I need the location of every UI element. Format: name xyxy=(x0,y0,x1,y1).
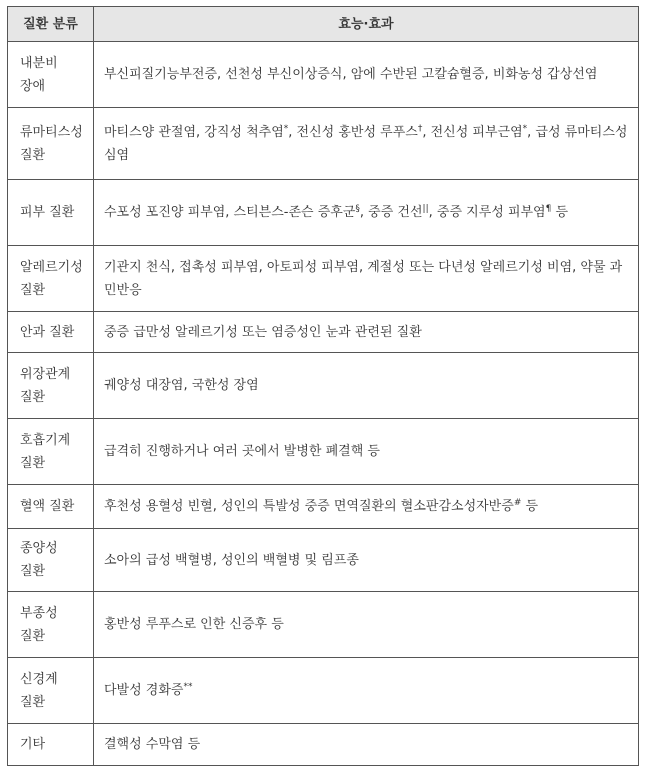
category-cell: 부종성 질환 xyxy=(8,592,94,658)
effect-cell xyxy=(94,529,639,592)
effect-text: , 급성 류마티스성 심염 xyxy=(104,124,628,163)
effect-text: 부신피질기능부전증, 선천성 부신이상증식, 암에 수반된 고칼슘혈증, 비화농성 갑상선염 xyxy=(104,67,598,82)
effect-text: 궤양성 대장염, 국한성 장염 xyxy=(104,378,259,393)
effect-cell xyxy=(94,592,639,658)
indications-table-container xyxy=(7,6,639,766)
footnote-mark: § xyxy=(355,204,360,214)
effect-cell xyxy=(94,108,639,180)
category-cell: 기타 xyxy=(8,724,94,766)
footnote-mark: ** xyxy=(183,682,193,692)
effect-cell xyxy=(94,658,639,724)
table-row xyxy=(8,529,639,592)
effect-cell xyxy=(94,485,639,529)
header-effect: 효능·효과 xyxy=(94,7,639,42)
table-row xyxy=(8,592,639,658)
effect-text: , 중증 건선 xyxy=(359,205,423,220)
category-cell: 안과 질환 xyxy=(8,312,94,353)
effect-cell xyxy=(94,246,639,312)
effect-cell xyxy=(94,419,639,485)
category-cell: 류마티스성 질환 xyxy=(8,108,94,180)
effect-text: , 전신성 피부근염 xyxy=(422,124,523,140)
category-cell: 신경계 질환 xyxy=(8,658,94,724)
effect-text: 홍반성 루푸스로 인한 신증후 등 xyxy=(104,617,284,632)
effect-text: 소아의 급성 백혈병, 성인의 백혈병 및 림프종 xyxy=(104,552,359,568)
table-row xyxy=(8,108,639,180)
footnote-mark: * xyxy=(283,123,289,134)
effect-text: , 중증 지루성 피부염 xyxy=(428,205,546,220)
table-row xyxy=(8,724,639,766)
effect-cell xyxy=(94,42,639,108)
footnote-mark: || xyxy=(422,204,429,214)
table-row xyxy=(8,353,639,419)
indications-table xyxy=(7,6,639,766)
category-cell: 피부 질환 xyxy=(8,180,94,246)
effect-text: 수포성 포진양 피부염, 스티븐스-존슨 증후군 xyxy=(104,205,356,220)
effect-cell xyxy=(94,724,639,766)
effect-text: 다발성 경화증 xyxy=(104,683,184,698)
effect-text: 등 xyxy=(521,499,539,514)
table-row xyxy=(8,312,639,353)
table-row xyxy=(8,42,639,108)
table-row xyxy=(8,485,639,529)
effect-text: 마티스양 관절염, 강직성 척추염 xyxy=(104,124,284,140)
effect-text: 기관지 천식, 접촉성 피부염, 아토피성 피부염, 계절성 또는 다년성 알레르기성 비염, 약물 과민반응 xyxy=(104,259,623,298)
category-cell: 호흡기계 질환 xyxy=(8,419,94,485)
effect-text: 후천성 용혈성 빈혈, 성인의 특발성 중증 면역질환의 혈소판감소성자반증 xyxy=(104,499,514,514)
category-cell: 혈액 질환 xyxy=(8,485,94,529)
effect-cell xyxy=(94,312,639,353)
table-row xyxy=(8,246,639,312)
category-cell: 알레르기성 질환 xyxy=(8,246,94,312)
effect-text: 급격히 진행하거나 여러 곳에서 발병한 폐결핵 등 xyxy=(104,444,380,459)
table-row xyxy=(8,419,639,485)
header-category: 질환 분류 xyxy=(8,7,94,42)
footnote-mark: * xyxy=(522,123,528,134)
effect-cell xyxy=(94,353,639,419)
footnote-mark: † xyxy=(417,123,423,134)
effect-text: 결핵성 수막염 등 xyxy=(104,737,201,752)
effect-text: 중증 급만성 알레르기성 또는 염증성인 눈과 관련된 질환 xyxy=(104,324,422,340)
footnote-mark: ¶ xyxy=(545,204,552,214)
category-cell: 위장관계 질환 xyxy=(8,353,94,419)
effect-text: , 전신성 홍반성 루푸스 xyxy=(288,124,418,140)
category-cell: 종양성 질환 xyxy=(8,529,94,592)
effect-text: 등 xyxy=(551,205,569,220)
effect-cell xyxy=(94,180,639,246)
table-header-row xyxy=(8,7,639,42)
category-cell: 내분비 장애 xyxy=(8,42,94,108)
table-row xyxy=(8,180,639,246)
table-row xyxy=(8,658,639,724)
footnote-mark: # xyxy=(513,498,522,508)
